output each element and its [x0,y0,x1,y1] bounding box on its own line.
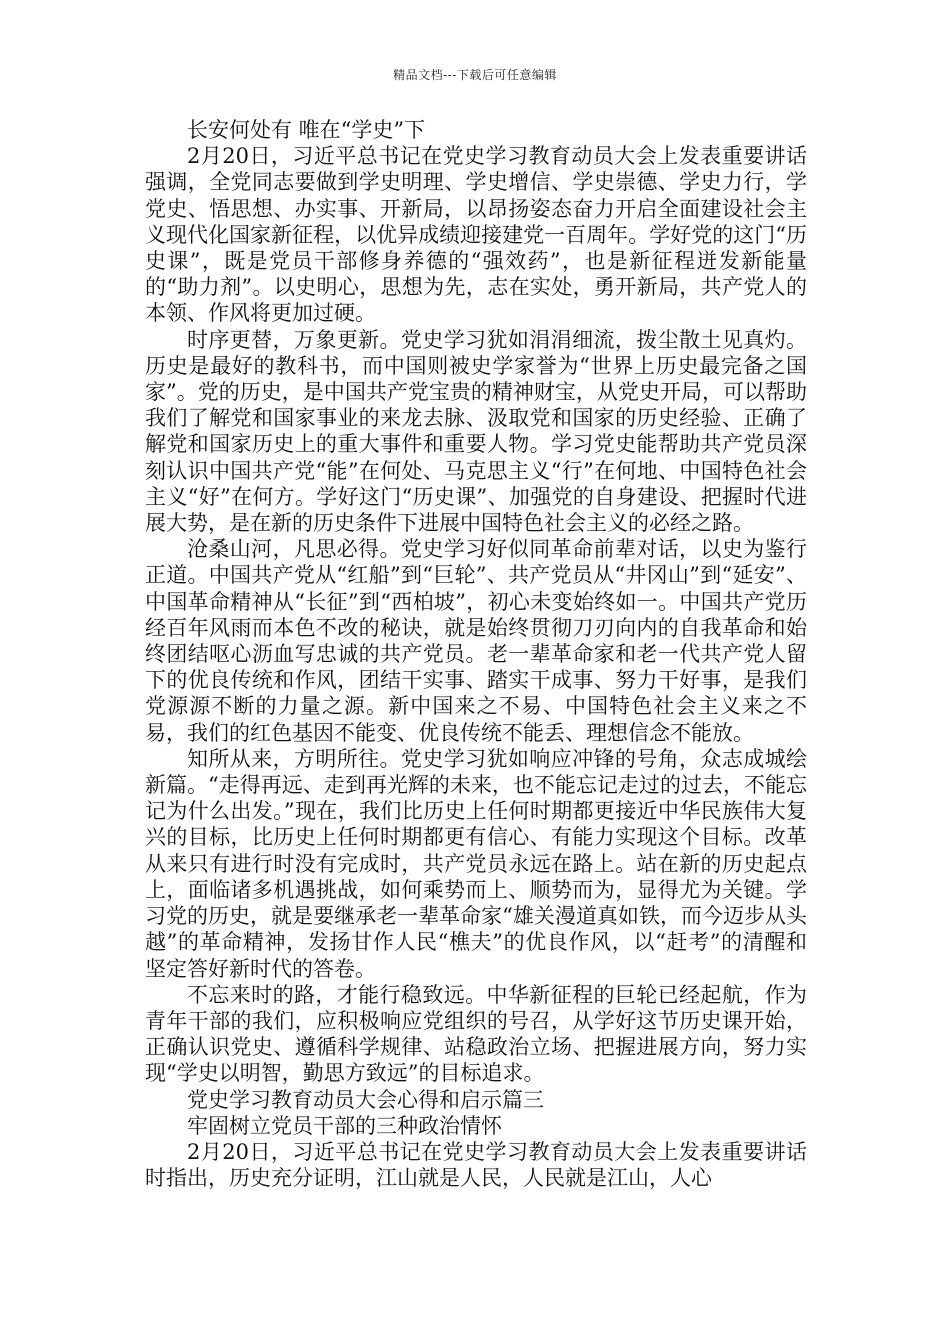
paragraph: 时序更替，万象更新。党史学习犹如涓涓细流，拨尘散土见真灼。历史是最好的教科书，而中国则被史学家誉为“世界上历史最完备之国家”。党的历史，是中国共产党宝贵的精神财宝，从党史开局，可以帮助我们了解党和国家事业的来龙去脉、汲取党和国家的历史经验、正确了解党和国家历史上的重大事件和重要人物。学习党史能帮助共产党员深刻认识中国共产党“能”在何处、马克思主义“行”在何地、中国特色社会主义“好”在何方。学好这门“历史课”、加强党的自身建设、把握时代进展大势，是在新的历史条件下进展中国特色社会主义的必经之路。 [145,327,807,536]
paragraph: 2月20日，习近平总书记在党史学习教育动员大会上发表重要讲话时指出，历史充分证明，江山就是人民，人民就是江山，人心 [145,1139,807,1191]
paragraph: 知所从来，方明所往。党史学习犹如响应冲锋的号角，众志成城绘新篇。“走得再远、走到再光辉的未来，也不能忘记走过的过去，不能忘记为什么出发。”现在，我们比历史上任何时期都更接近中华民族伟大复兴的目标，比历史上任何时期都更有信心、有能力实现这个目标。改革从来只有进行时没有完成时，共产党员永远在路上。站在新的历史起点上，面临诸多机遇挑战，如何乘势而上、顺势而为，显得尤为关键。学习党的历史，就是要继承老一辈革命家“雄关漫道真如铁，而今迈步从头越”的革命精神，发扬甘作人民“樵夫”的优良作风，以“赶考”的清醒和坚定答好新时代的答卷。 [145,746,807,981]
paragraph: 不忘来时的路，才能行稳致远。中华新征程的巨轮已经起航，作为青年干部的我们，应积极响应党组织的号召，从学好这节历史课开始，正确认识党史、遵循科学规律、站稳政治立场、把握进展方向，努力实现“学史以明智，勤思方致远”的目标追求。 [145,982,807,1086]
section-title: 牢固树立党员干部的三种政治情怀 [187,1113,502,1138]
paragraph: 2月20日，习近平总书记在党史学习教育动员大会上发表重要讲话强调，全党同志要做到学史明理、学史增信、学史崇德、学史力行，学党史、悟思想、办实事、开新局，以昂扬姿态奋力开启全面建设社会主义现代化国家新征程，以优异成绩迎接建党一百周年。学好党的这门“历史课”，既是党员干部修身养德的“强效药”，也是新征程迸发新能量的“助力剂”。以史明心，思想为先，志在实处，勇开新局，共产党人的本领、作风将更加过硬。 [145,144,807,326]
paragraph: 沧桑山河，凡思必得。党史学习好似同革命前辈对话，以史为鉴行正道。中国共产党从“红船”到“巨轮”、共产党员从“井冈山”到“延安”、中国革命精神从“长征”到“西柏坡”，初心未变始终如一。中国共产党历经百年风雨而本色不改的秘诀，就是始终贯彻刀刃向内的自我革命和始终团结呕心沥血写忠诚的共产党员。老一辈革命家和老一代共产党人留下的优良传统和作风，团结干实事、踏实干成事、努力干好事，是我们党源源不断的力量之源。新中国来之不易、中国特色社会主义来之不易，我们的红色基因不能变、优良传统不能丢、理想信念不能放。 [145,537,807,745]
page-header-note: 精品文档---下载后可任意编辑 [393,68,557,82]
document-body [145,117,807,1191]
article-title: 长安何处有 唯在“学史”下 [187,118,426,142]
section-heading: 党史学习教育动员大会心得和启示篇三 [187,1087,544,1112]
